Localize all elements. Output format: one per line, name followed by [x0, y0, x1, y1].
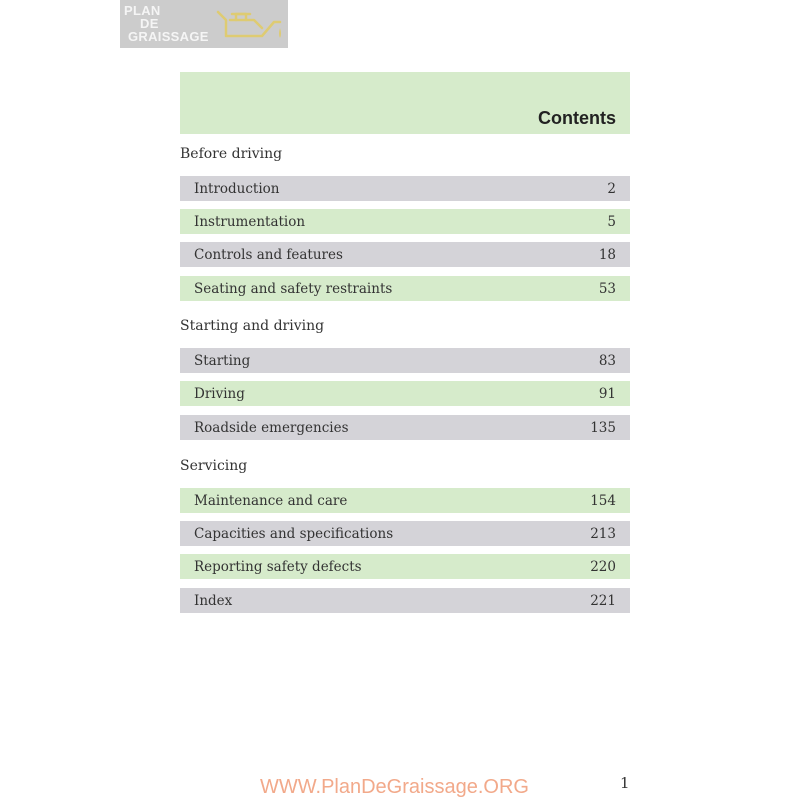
section-heading: Before driving	[180, 146, 283, 162]
toc-item-introduction[interactable]	[180, 176, 630, 201]
toc-item-page: 83	[598, 352, 616, 369]
toc-item-page: 5	[607, 213, 616, 230]
section-heading: Servicing	[180, 458, 248, 474]
page-number: 1	[620, 774, 630, 792]
toc-item-label: Instrumentation	[194, 213, 306, 230]
toc-item-index[interactable]	[180, 588, 630, 613]
toc-item-page: 53	[598, 280, 616, 297]
toc-item-label: Driving	[194, 385, 245, 402]
toc-item-label: Index	[194, 592, 233, 609]
toc-item-seating-and-safety-restraints[interactable]	[180, 276, 630, 301]
toc-item-driving[interactable]	[180, 381, 630, 406]
toc-item-label: Roadside emergencies	[194, 419, 349, 436]
logo-text-de: DE	[140, 16, 159, 31]
toc-item-page: 220	[590, 558, 616, 575]
toc-item-label: Introduction	[194, 180, 280, 197]
toc-item-page: 2	[607, 180, 616, 197]
logo	[120, 0, 288, 48]
toc-item-maintenance-and-care[interactable]	[180, 488, 630, 513]
page-title: Contents	[538, 108, 616, 128]
toc-item-label: Capacities and specifications	[194, 525, 394, 542]
toc-item-label: Seating and safety restraints	[194, 280, 393, 297]
toc-item-instrumentation[interactable]	[180, 209, 630, 234]
header-band	[180, 72, 630, 134]
toc-item-roadside-emergencies[interactable]	[180, 415, 630, 440]
toc-item-starting[interactable]	[180, 348, 630, 373]
toc-item-page: 154	[590, 492, 616, 509]
toc-item-controls-and-features[interactable]	[180, 242, 630, 267]
section-heading: Starting and driving	[180, 318, 325, 334]
toc-item-label: Starting	[194, 352, 251, 369]
toc-item-page: 135	[590, 419, 616, 436]
toc-item-capacities-and-specifications[interactable]	[180, 521, 630, 546]
toc-item-label: Reporting safety defects	[194, 558, 362, 575]
logo-text-graissage: GRAISSAGE	[128, 29, 209, 44]
toc-item-reporting-safety-defects[interactable]	[180, 554, 630, 579]
toc-item-label: Maintenance and care	[194, 492, 348, 509]
toc-item-page: 18	[598, 246, 616, 263]
logo-text-plan: PLAN	[124, 3, 161, 18]
toc-item-page: 213	[590, 525, 616, 542]
oil-can-icon	[210, 4, 286, 46]
footer-website-watermark: WWW.PlanDeGraissage.ORG	[260, 776, 529, 798]
toc-item-page: 91	[598, 385, 616, 402]
toc-item-page: 221	[590, 592, 616, 609]
toc-item-label: Controls and features	[194, 246, 343, 263]
